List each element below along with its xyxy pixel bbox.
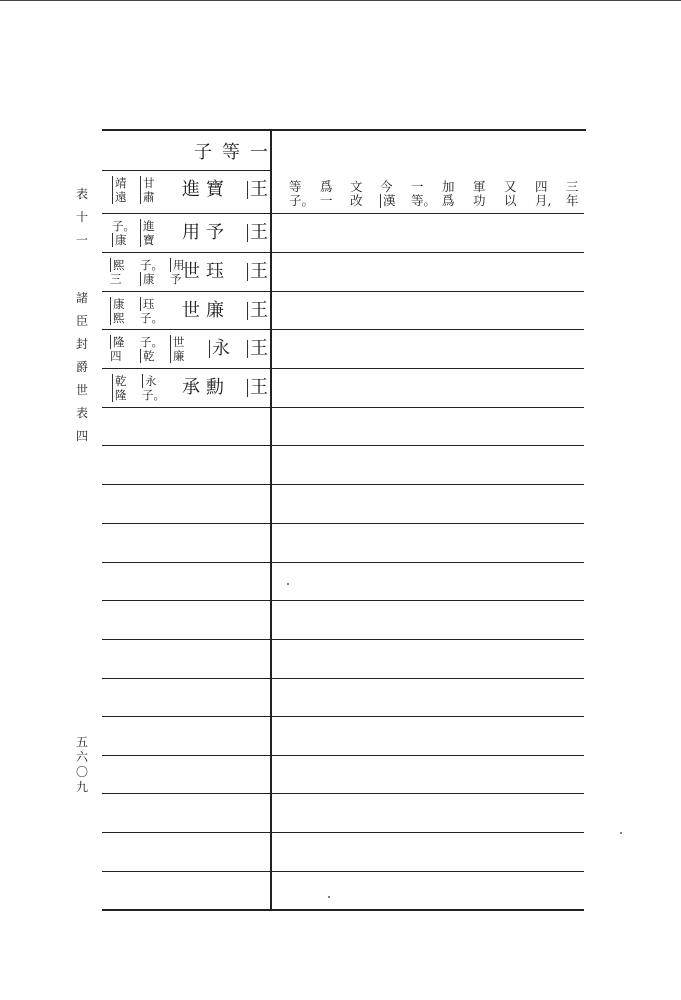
remark-char: 文 [350,179,363,194]
page-number-char: 五 [76,735,89,749]
note-column [140,253,163,291]
scan-speck [287,583,289,585]
note-column [112,171,127,209]
note-line: 寶 [140,233,155,247]
table-row [104,369,268,407]
row-rule [102,523,584,524]
remark-char: 三 [566,179,579,194]
note-column [140,214,155,252]
margin-title-char: 一 [76,233,89,247]
person-name: 進寶 [182,179,230,200]
person-name-text: 永 [209,340,230,358]
note-line: 靖 [112,176,127,190]
scan-speck [328,896,330,898]
remark-char: 爲 [320,179,333,194]
row-rule [102,639,584,640]
note-column [140,171,155,209]
rank-title-text: 王 [247,263,268,281]
row-rule [102,407,584,408]
person-name [200,330,230,368]
remark-char: 一 [411,179,424,194]
rank-title-text: 王 [247,379,268,397]
margin-title-char: 諸 [76,291,89,305]
rank-title-text: 王 [247,224,268,242]
note-line: 熙 [110,311,125,325]
note-column [112,369,127,407]
note-line: 康 [140,272,163,286]
note-line: 遠 [112,190,127,204]
margin-title-char: 十 [76,210,89,224]
note-line: 三 [110,272,122,286]
remark-char: 漢 [380,194,396,208]
note-column [140,330,163,368]
remark-column [504,180,517,208]
remark-column [473,180,486,208]
row-rule [102,793,584,794]
note-column [170,253,185,291]
table-row [104,253,268,291]
scan-speck [620,832,622,834]
remark-column [566,180,579,208]
remark-char: 以 [504,193,517,208]
note-line: 廉 [170,349,185,363]
note-line: 世 [170,335,185,349]
remark-column [320,180,333,208]
row-rule [102,600,584,601]
remark-char: 軍 [473,179,486,194]
remark-char: 月, [535,193,552,208]
note-line: 康 [112,233,135,247]
column-divider [270,130,272,910]
row-rule [102,678,584,679]
margin-title-char: 四 [76,429,89,443]
row-rule [102,562,584,563]
rank-title [247,171,268,209]
page-number-char: 六 [76,750,89,764]
row-rule [102,445,584,446]
margin-title-char: 表 [76,406,89,420]
remark-column [380,180,396,208]
remark-char: 加 [442,179,455,194]
note-column [170,330,185,368]
note-line: 珏 [140,297,163,311]
rank-header-char: 一 [250,142,268,163]
note-column [110,330,125,368]
row-rule [102,871,584,872]
rank-title-text: 王 [247,340,268,358]
remark-char: 等。 [411,193,437,208]
remark-char: 改 [350,193,363,208]
rank-title-text: 王 [247,302,268,320]
note-column [112,214,135,252]
margin-title-char: 臣 [76,314,89,328]
note-line: 康 [110,297,125,311]
remark-char: 一 [320,193,333,208]
table-row [104,214,268,252]
remark-char: 今 [380,179,393,194]
remark-char: 又 [504,179,517,194]
margin-title-char: 表 [76,187,89,201]
person-name: 世廉 [182,300,230,321]
table-row [104,330,268,368]
page-number-char: 九 [76,780,89,794]
person-name: 世珏 [182,261,230,282]
note-line: 子。 [140,311,163,325]
note-line: 隆 [110,335,125,349]
person-name: 用予 [182,222,230,243]
rank-header-char: 等 [222,142,240,163]
rank-header [150,132,268,170]
row-rule [102,832,584,833]
note-line: 用 [170,258,185,272]
table-row [104,171,268,209]
rank-title [247,330,268,368]
row-rule [102,484,584,485]
page-number [76,736,88,796]
note-line: 予 [170,272,182,286]
remark-column [350,180,363,208]
table-row [104,292,268,330]
note-line: 進 [140,219,155,233]
remark-char: 等 [289,179,302,194]
remark-char: 四 [535,179,548,194]
rank-title [247,214,268,252]
scan-top-edge [0,0,681,1]
note-line: 乾 [112,374,127,388]
margin-running-title [76,188,88,453]
margin-title-char: 封 [76,337,89,351]
remark-char: 功 [473,193,486,208]
note-line: 子。 [142,388,165,402]
note-line: 乾 [140,349,163,363]
page-number-char: 〇 [76,765,89,779]
rank-title [247,369,268,407]
note-line: 熙 [110,258,125,272]
rank-title [247,292,268,330]
note-line: 隆 [112,388,127,402]
note-line: 子。 [140,335,163,349]
rank-title-text: 王 [247,181,268,199]
table-bottom-rule [102,909,584,911]
margin-title-char: 世 [76,383,89,397]
remark-column [535,180,551,208]
note-line: 子。 [140,258,163,272]
note-line: 四 [110,349,122,363]
note-column [110,292,125,330]
note-line: 肅 [140,190,155,204]
remark-char: 子。 [289,193,315,208]
note-line: 甘 [140,176,155,190]
person-name: 承勳 [182,377,230,398]
rank-header-char: 子 [194,142,212,163]
note-line: 永 [142,374,165,388]
remark-column [442,180,455,208]
note-column [140,292,163,330]
remark-column [411,180,436,208]
note-line: 子。 [112,219,135,233]
remark-column [289,180,314,208]
row-rule [102,755,584,756]
table-top-rule [102,129,586,131]
rank-title [247,253,268,291]
row-rule [102,716,584,717]
note-column [142,369,165,407]
remark-char: 爲 [442,193,455,208]
remark-char: 年 [566,193,579,208]
margin-title-char: 爵 [76,360,89,374]
note-column [110,253,125,291]
